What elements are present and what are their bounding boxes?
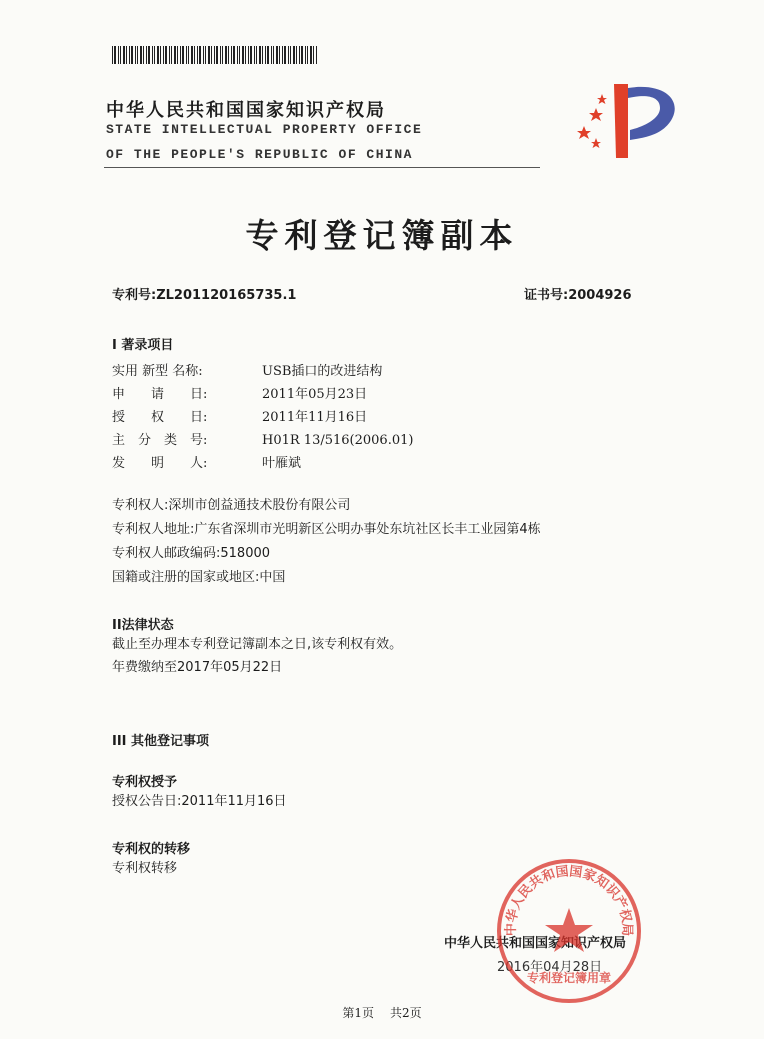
barcode-bar (120, 46, 121, 64)
holder-country: 国籍或注册的国家或地区:中国 (112, 570, 286, 585)
barcode-bar (233, 46, 235, 64)
grant-announcement-date: 授权公告日:2011年11月16日 (112, 794, 287, 809)
barcode (112, 46, 320, 64)
field-row (112, 453, 301, 475)
barcode-bar (305, 46, 306, 64)
barcode-bar (126, 46, 127, 64)
barcode-bar (273, 46, 274, 64)
barcode-bar (163, 46, 164, 64)
barcode-bar (191, 46, 193, 64)
barcode-bar (222, 46, 223, 64)
barcode-bar (313, 46, 314, 64)
barcode-bar (307, 46, 308, 64)
page-footer (0, 1004, 764, 1021)
barcode-bar (112, 46, 113, 64)
barcode-bar (301, 46, 303, 64)
office-name-chinese: 中华人民共和国国家知识产权局 (106, 100, 386, 121)
barcode-bar (231, 46, 232, 64)
barcode-bar (239, 46, 240, 64)
barcode-bar (254, 46, 255, 64)
barcode-bar (129, 46, 130, 64)
header-divider (104, 167, 540, 168)
field-value: USB插口的改进结构 (262, 364, 383, 379)
barcode-bar (182, 46, 184, 64)
holder-address: 专利权人地址:广东省深圳市光明新区公明办事处东坑社区长丰工业园第4栋 (112, 522, 541, 537)
barcode-bar (154, 46, 155, 64)
barcode-bar (165, 46, 167, 64)
barcode-bar (284, 46, 286, 64)
barcode-bar (271, 46, 272, 64)
barcode-bar (140, 46, 142, 64)
barcode-bar (211, 46, 212, 64)
barcode-bar (135, 46, 136, 64)
office-name-english-line1: STATE INTELLECTUAL PROPERTY OFFICE (106, 122, 423, 137)
barcode-bar (137, 46, 138, 64)
barcode-bar (299, 46, 300, 64)
field-row (112, 407, 367, 429)
field-label: 发 明 人: (112, 456, 208, 471)
barcode-bar (146, 46, 147, 64)
section-bibliographic-heading: I 著录项目 (112, 338, 174, 353)
barcode-bar (171, 46, 172, 64)
barcode-bar (282, 46, 283, 64)
barcode-bar (310, 46, 312, 64)
barcode-bar (256, 46, 257, 64)
barcode-bar (203, 46, 204, 64)
barcode-bar (220, 46, 221, 64)
issue-date: 2016年04月28日 (497, 960, 603, 975)
section-legal-status-heading: II法律状态 (112, 618, 174, 633)
barcode-bar (188, 46, 189, 64)
field-value: 2011年05月23日 (262, 387, 368, 402)
barcode-bar (228, 46, 229, 64)
field-row (112, 384, 367, 406)
field-value: 2011年11月16日 (262, 410, 368, 425)
barcode-bar (245, 46, 246, 64)
barcode-bar (259, 46, 261, 64)
barcode-bar (143, 46, 144, 64)
barcode-bar (160, 46, 161, 64)
barcode-bar (265, 46, 266, 64)
issuing-office: 中华人民共和国国家知识产权局 (444, 936, 627, 951)
official-seal-stamp (494, 856, 644, 1006)
barcode-bar (208, 46, 210, 64)
patent-number: 专利号:ZL201120165735.1 (112, 288, 297, 303)
transfer-heading: 专利权的转移 (112, 842, 191, 857)
barcode-bar (225, 46, 227, 64)
holder-name: 专利权人:深圳市创益通技术股份有限公司 (112, 498, 351, 513)
barcode-bar (214, 46, 215, 64)
barcode-bar (157, 46, 159, 64)
barcode-bar (237, 46, 238, 64)
barcode-bar (248, 46, 249, 64)
barcode-bar (114, 46, 116, 64)
field-value: 叶雁斌 (262, 456, 302, 471)
barcode-bar (118, 46, 119, 64)
barcode-bar (194, 46, 195, 64)
barcode-bar (296, 46, 297, 64)
barcode-bar (148, 46, 150, 64)
page-number: 第1页 (342, 1006, 374, 1020)
annual-fee-line: 年费缴纳至2017年05月22日 (112, 660, 283, 675)
barcode-bar (123, 46, 125, 64)
barcode-bar (205, 46, 206, 64)
section-other-matters-heading: III 其他登记事项 (112, 734, 210, 749)
document-title: 专利登记簿副本 (245, 216, 519, 255)
barcode-bar (174, 46, 176, 64)
barcode-bar (250, 46, 252, 64)
barcode-bar (276, 46, 278, 64)
barcode-bar (197, 46, 198, 64)
barcode-bar (262, 46, 263, 64)
seal-bottom-text: 专利登记簿用章 (526, 971, 612, 985)
office-name-english-line2: OF THE PEOPLE'S REPUBLIC OF CHINA (106, 147, 413, 162)
grant-heading: 专利权授予 (112, 775, 178, 790)
barcode-bar (216, 46, 218, 64)
barcode-bar (177, 46, 178, 64)
seal-top-text: 中华人民共和国国家知识产权局 (503, 864, 635, 937)
field-value: H01R 13/516(2006.01) (262, 433, 414, 448)
field-label: 申 请 日: (112, 387, 208, 402)
barcode-bar (169, 46, 170, 64)
field-row (112, 430, 413, 452)
barcode-bar (152, 46, 153, 64)
legal-status-line: 截止至办理本专利登记簿副本之日,该专利权有效。 (112, 637, 403, 652)
barcode-bar (293, 46, 295, 64)
field-label: 授 权 日: (112, 410, 208, 425)
field-row (112, 361, 382, 383)
barcode-bar (316, 46, 317, 64)
barcode-bar (242, 46, 244, 64)
barcode-bar (267, 46, 269, 64)
barcode-bar (131, 46, 133, 64)
certificate-number: 证书号:2004926 (524, 288, 632, 303)
barcode-bar (290, 46, 291, 64)
barcode-bar (186, 46, 187, 64)
field-label: 实用 新型 名称: (112, 364, 203, 379)
sipo-emblem-logo (566, 74, 686, 164)
barcode-bar (180, 46, 181, 64)
barcode-bar (279, 46, 280, 64)
field-label: 主 分 类 号: (112, 433, 208, 448)
barcode-bar (288, 46, 289, 64)
transfer-line: 专利权转移 (112, 861, 178, 876)
barcode-bar (199, 46, 201, 64)
page-total: 共2页 (390, 1006, 422, 1020)
holder-postcode: 专利权人邮政编码:518000 (112, 546, 271, 561)
